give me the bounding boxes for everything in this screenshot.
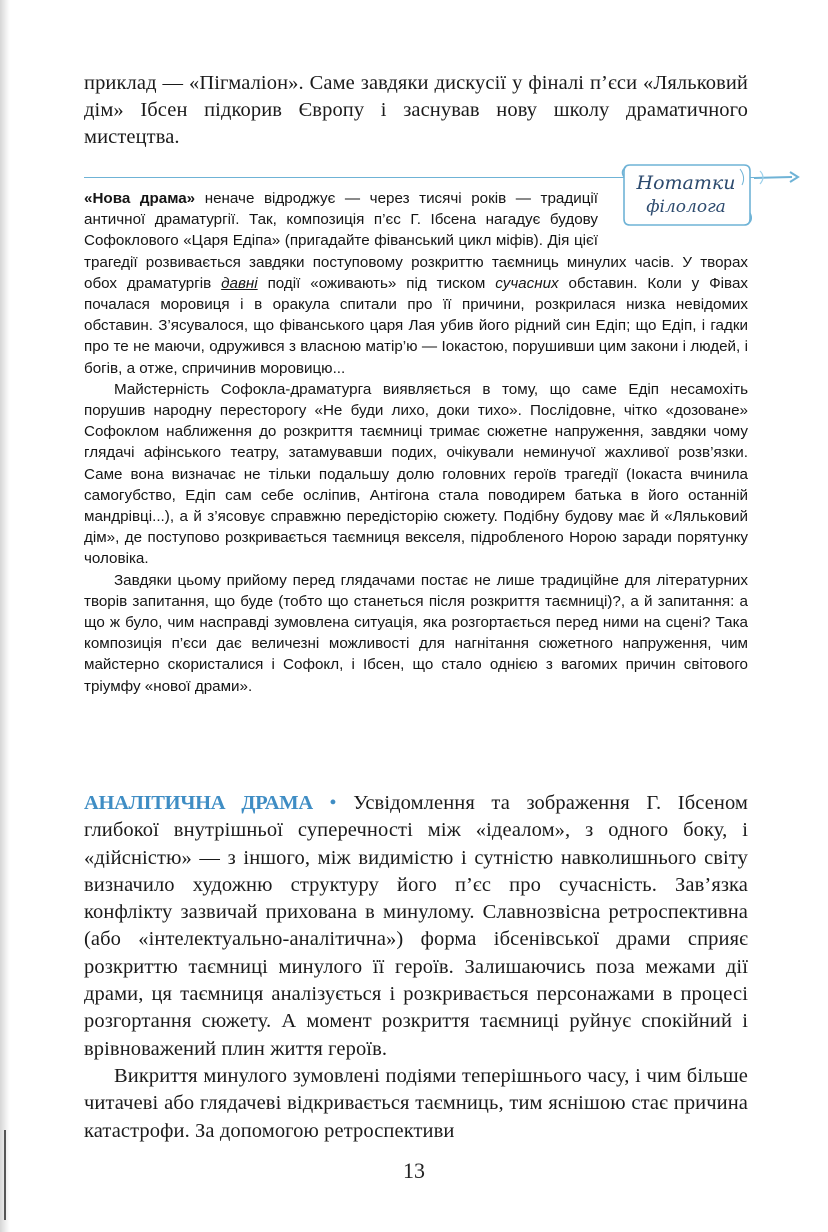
main-paragraph-2: Викриття минулого зумовлені подіями теперішнього часу, і чим більше читачеві або глядачеві відкривається таємниць, тим яснішою стає причина катастрофи. За допомогою ретроспективи [84,1064,748,1142]
notes-text: неначе відроджує — через тисячі років — традиції античної драматургії. Так, композиція п’єс Г. Ібсена нагадує будову Софоклового «Царя Едіпа» (пригадайте фіванський цикл міфів). Дія цієї трагедії розвивається завдяки поступовому розкриттю таємниць минулих часів. У творах обох драматургів [84,190,748,292]
notes-text: події «оживають» під тиском [257,274,496,292]
page-number: 13 [403,1158,425,1183]
notes-emphasis: сучасних [495,274,559,292]
intro-paragraph: приклад — «Пігмаліон». Саме завдяки дискусії у фіналі п’єси «Ляльковий дім» Ібсен підкорив Європу і заснував нову школу драматичного мистецтва. [84,72,748,148]
page-edge-shadow [0,0,10,1232]
philologist-notes-box [84,188,748,697]
main-text: Усвідомлення та зображення Г. Ібсеном глибокої внутрішньої суперечності між «ідеалом», з одного боку, і «дійсністю» — з іншого, між видимістю і сутністю навколишнього світу визначило художню структуру його п’єс про сучасність. Зав’язка конфлікту зазвичай прихована в минулому. Славнозвісна ретроспективна (або «інтелектуально-аналітична») форма ібсенівської драми сприяє розкриттю таємниці минулого її героїв. Залишаючись поза межами дії драми, ця таємниця аналізується і розкривається персонажами в процесі розгортання сюжету. А момент розкриття таємниці руйнує спокійний і врівноважений плин життя героїв. [84,792,748,1060]
notes-emphasis: давні [221,274,258,292]
arrow-icon [752,168,800,188]
bullet-icon: • [329,792,337,814]
notes-term: «Нова драма» [84,190,196,207]
notes-text: обставин. Коли у Фівах почалася моровиця і в оракула спитали про її причини, розкрилася низка невідомих обставин. З’ясувалося, що фіванського царя Лая убив його рідний син Едіп; що Едіп, і гадки про те не маючи, одружився з власною матір’ю — Іокастою, порушивши цим закони і людей, і богів, а отже, спричинив моровицю... [84,274,748,377]
notes-badge-subtitle: філолога [646,197,726,217]
section-heading: АНАЛІТИЧНА ДРАМА [84,792,313,814]
notes-paragraph-2: Майстерність Софокла-драматурга виявляється в тому, що саме Едіп несамохіть порушив народну пересторогу «Не буди лихо, доки тихо». Послідовне, чітко «дозоване» Софоклом наближення до розкриття таємниці тримає сюжетне напруження, завдяки чому глядачі афінського театру, затамувавши подих, очікували неминучої жахливої розв’язки. Саме вона визначає не тільки подальшу долю головних героїв трагедії (Іокаста вчинила самогубство, Едіп сам себе осліпив, Антігона стала поводирем батька в його останній мандрівці...), а й з’ясовує справжню передісторію сюжету. Подібну будову має й «Ляльковий дім», де поступово розкривається таємниця векселя, підробленого Норою заради порятунку чоловіка. [84,380,748,568]
badge-spacer [598,188,748,236]
main-section [84,790,748,1145]
notes-badge-title: Нотатки [636,172,736,194]
notes-paragraph-3: Завдяки цьому прийому перед глядачами постає не лише традиційне для літературних творів запитання, що буде (тобто що станеться після розкриття таємниці)?, а й запитання: а що ж було, чим насправді зумовлена ситуація, яка розгортається перед ними на сцені? Така композиція п’єси дає величезні можливості для нагнітання сюжетного напруження, чим майстерно скористалися і Софокл, і Ібсен, що стало однією з вагомих причин світового тріумфу «нової драми». [84,571,748,695]
notes-divider-line [84,177,624,178]
main-paragraph-1 [84,790,748,1063]
